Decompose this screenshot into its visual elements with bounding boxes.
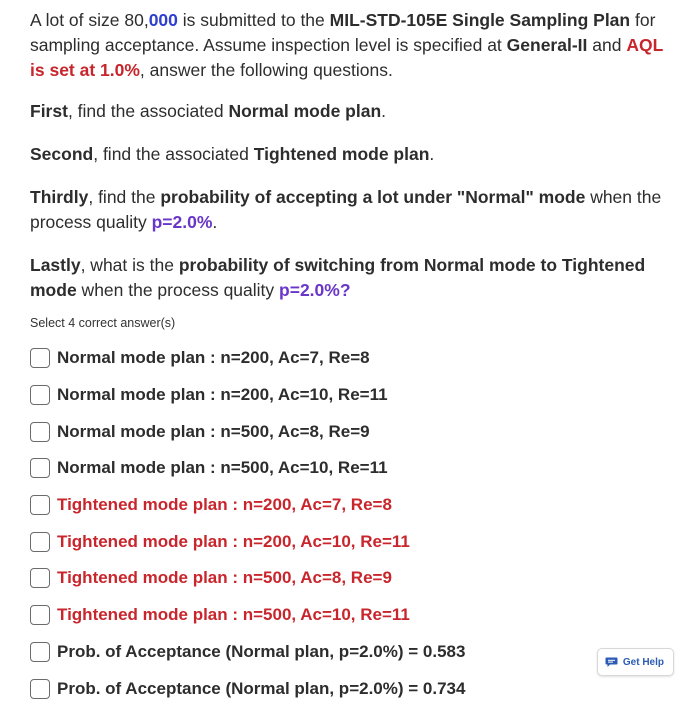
step-text: , what is the <box>80 255 179 275</box>
step-word: Thirdly <box>30 187 89 207</box>
answer-option[interactable] <box>30 560 670 597</box>
checkbox[interactable] <box>30 568 50 588</box>
inspection-level: General-II <box>506 35 588 55</box>
checkbox[interactable] <box>30 422 50 442</box>
option-label: Normal mode plan : n=500, Ac=8, Re=9 <box>57 421 370 441</box>
intro-text: , answer the following questions. <box>139 60 393 80</box>
checkbox[interactable] <box>30 495 50 515</box>
question-body <box>30 8 680 345</box>
answer-option[interactable] <box>30 377 670 414</box>
question-intro <box>30 8 680 83</box>
answer-option[interactable] <box>30 597 670 634</box>
option-label: Tightened mode plan : n=500, Ac=8, Re=9 <box>57 568 392 588</box>
answer-option[interactable] <box>30 340 670 377</box>
step-text: when the process quality <box>30 187 662 232</box>
answer-option[interactable] <box>30 487 670 524</box>
intro-text: is submitted to the <box>177 10 330 30</box>
answer-options <box>30 340 670 707</box>
step-word: Second <box>30 144 94 164</box>
step-text: , find the associated <box>67 101 229 121</box>
step-text: when the process quality <box>76 280 280 300</box>
answer-option[interactable] <box>30 634 670 671</box>
option-label: Tightened mode plan : n=200, Ac=7, Re=8 <box>57 495 392 515</box>
step-word: Lastly <box>30 255 81 275</box>
step-target: probability of accepting a lot under "Normal" mode <box>160 187 586 207</box>
step-target: Tightened mode plan <box>253 144 430 164</box>
option-label: Tightened mode plan : n=500, Ac=10, Re=11 <box>57 605 410 625</box>
step-text: . <box>381 101 387 121</box>
step-text: , find the associated <box>93 144 254 164</box>
checkbox[interactable] <box>30 679 50 699</box>
answer-option[interactable] <box>30 523 670 560</box>
checkbox[interactable] <box>30 458 50 478</box>
checkbox[interactable] <box>30 605 50 625</box>
intro-text: A lot of size 80, <box>30 10 149 30</box>
intro-text: for sampling acceptance. Assume inspection level is specified at <box>30 10 656 55</box>
step-target: Normal mode plan <box>228 101 382 121</box>
process-quality-highlight: p=2.0% <box>151 212 213 232</box>
step-text: . <box>212 212 218 232</box>
option-label: Prob. of Acceptance (Normal plan, p=2.0%) = 0.583 <box>57 641 466 661</box>
answer-option[interactable] <box>30 670 670 707</box>
step-text: . <box>429 144 435 164</box>
standard-name: MIL-STD-105E Single Sampling Plan <box>329 10 631 30</box>
lot-size-highlight: 000 <box>148 10 178 30</box>
step-target: probability of switching from Normal mode to Tightened mode <box>30 255 646 300</box>
checkbox[interactable] <box>30 385 50 405</box>
option-label: Normal mode plan : n=200, Ac=10, Re=11 <box>57 385 388 405</box>
question-last <box>30 253 680 303</box>
checkbox[interactable] <box>30 642 50 662</box>
answer-option[interactable] <box>30 413 670 450</box>
intro-text: and <box>587 35 627 55</box>
option-label: Tightened mode plan : n=200, Ac=10, Re=11 <box>57 531 410 551</box>
step-word: First <box>30 101 68 121</box>
step-text: , find the <box>88 187 161 207</box>
checkbox[interactable] <box>30 532 50 552</box>
option-label: Prob. of Acceptance (Normal plan, p=2.0%) = 0.734 <box>57 678 466 698</box>
process-quality-highlight: p=2.0%? <box>279 280 351 300</box>
option-label: Normal mode plan : n=200, Ac=7, Re=8 <box>57 348 370 368</box>
aql-highlight: AQL is set at 1.0% <box>30 35 663 80</box>
get-help-button[interactable] <box>597 648 674 676</box>
get-help-label: Get Help <box>622 656 664 668</box>
question-third <box>30 185 680 235</box>
question-second <box>30 142 680 167</box>
answer-option[interactable] <box>30 450 670 487</box>
option-label: Normal mode plan : n=500, Ac=10, Re=11 <box>57 458 388 478</box>
chat-bubble-icon <box>605 657 618 668</box>
instruction-text: Select 4 correct answer(s) <box>30 316 176 330</box>
question-first <box>30 99 680 124</box>
checkbox[interactable] <box>30 348 50 368</box>
